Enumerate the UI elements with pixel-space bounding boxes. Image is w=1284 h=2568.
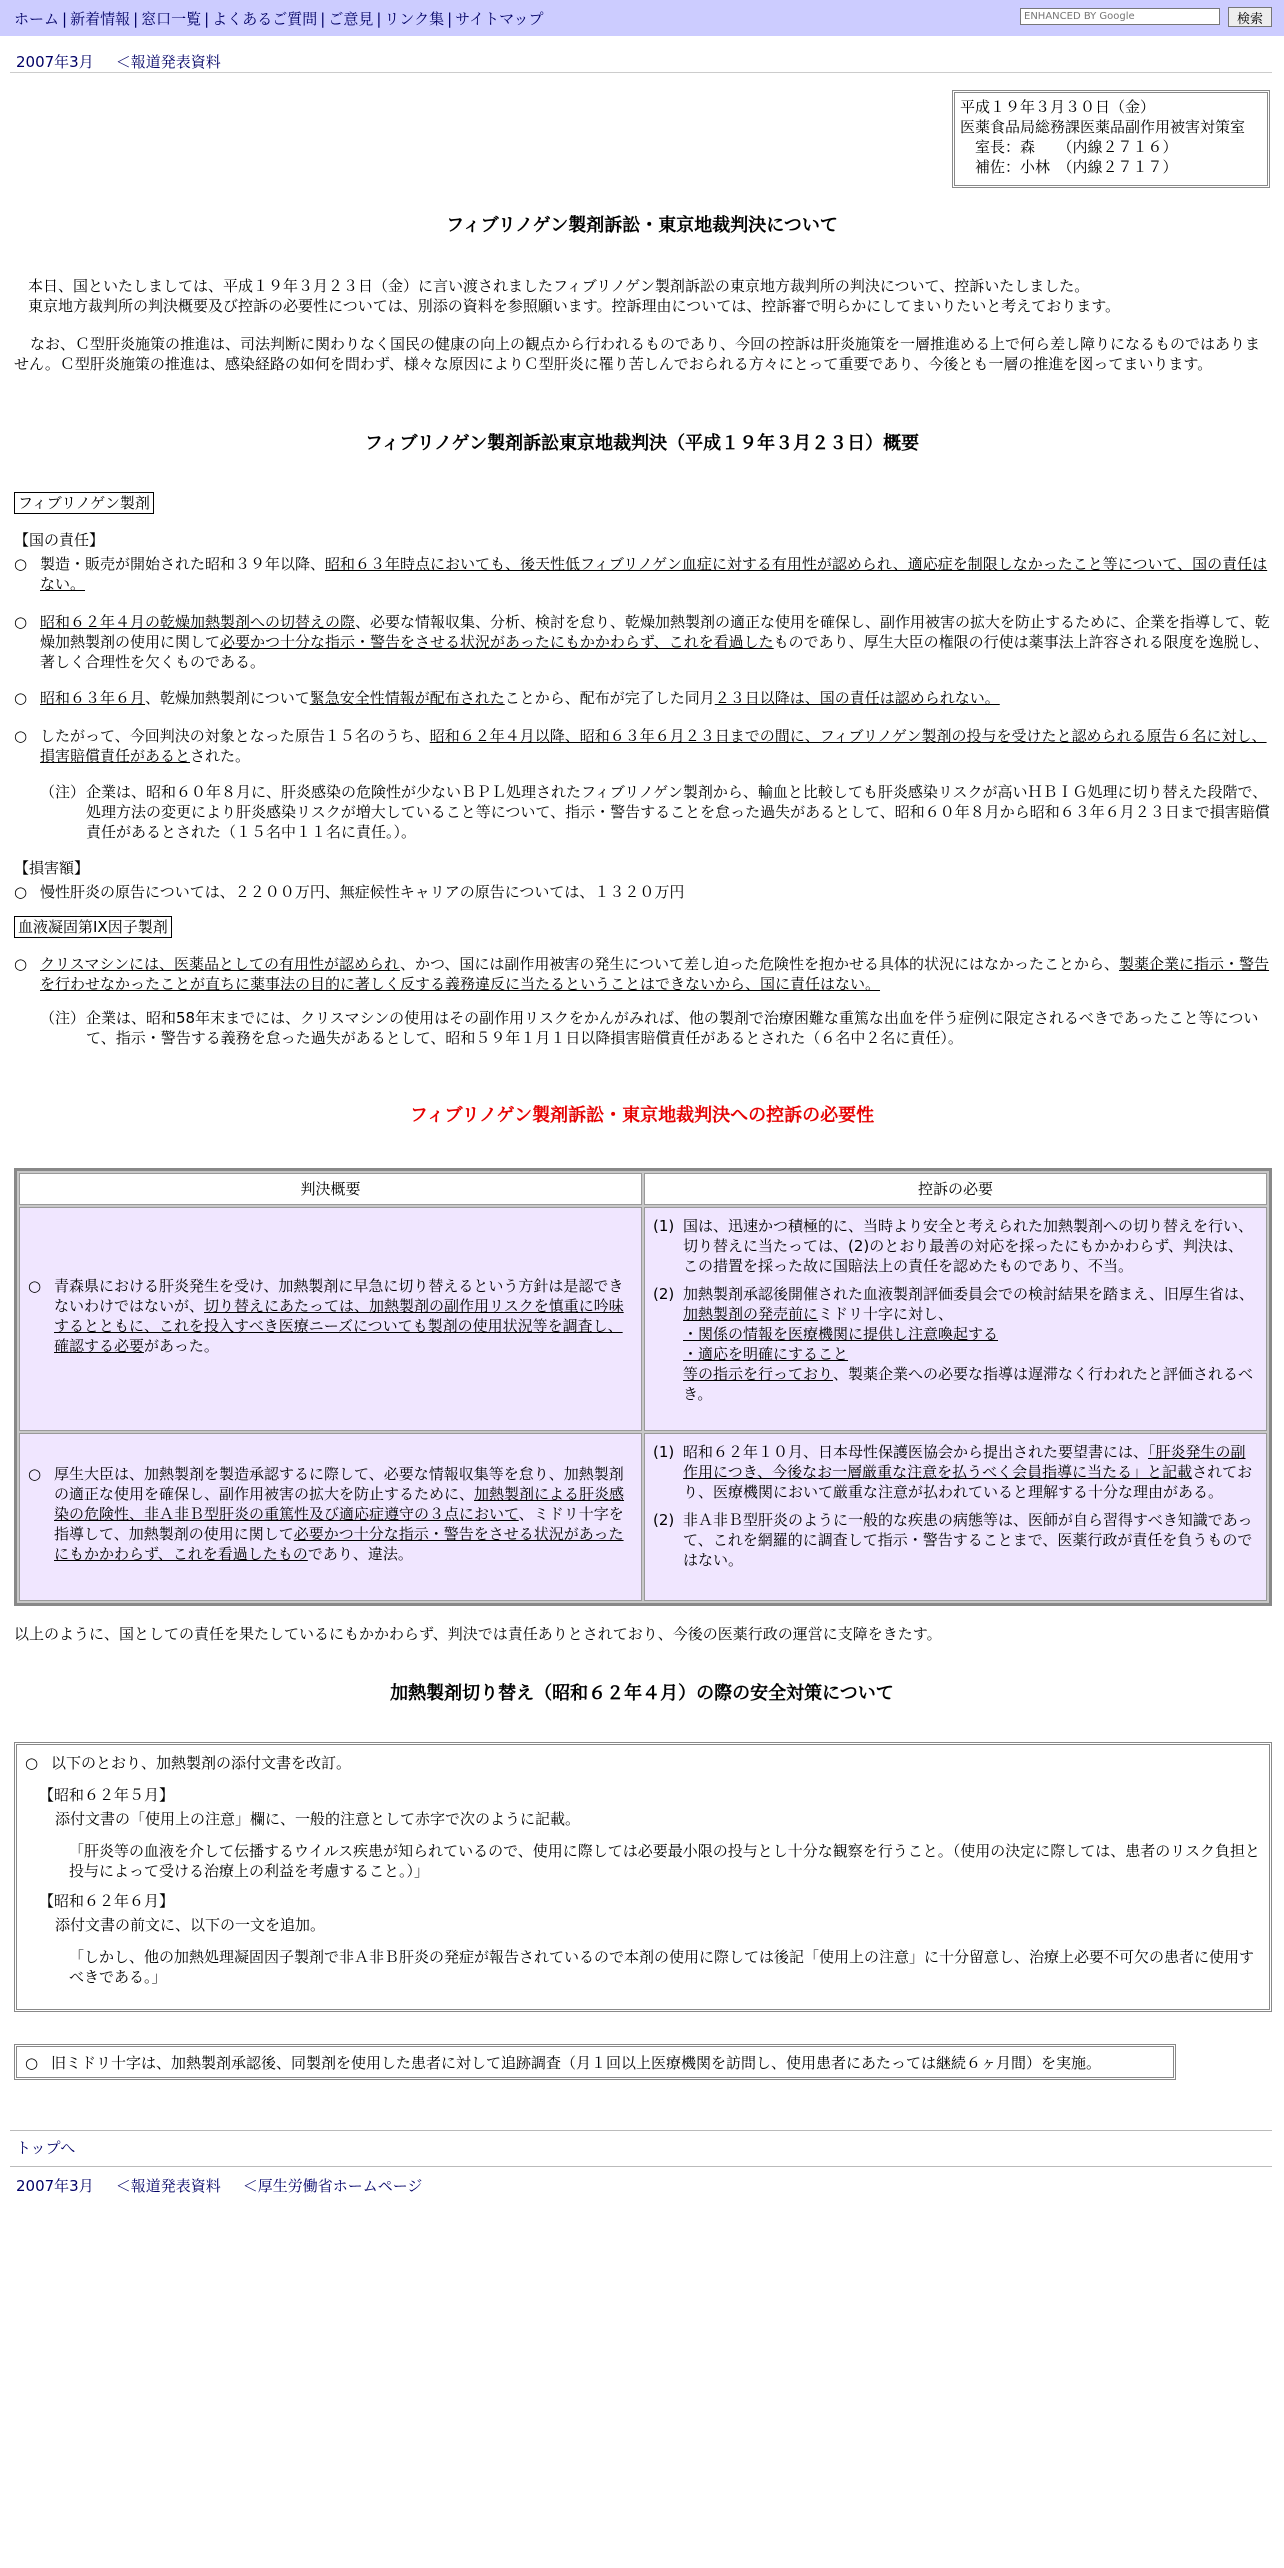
bullet-icon: ○ (14, 555, 28, 573)
text: ミドリ十字に対し、 (818, 1305, 954, 1323)
safety-may-heading: 【昭和６２年５月】 (39, 1786, 175, 1804)
fibrinogen-label (14, 492, 1270, 514)
text: 、かつ、国には副作用被害の発生について差し迫った危険性を抱かせる具体的状況にはなかったことから、 (399, 955, 1120, 973)
intro-note (14, 334, 1270, 374)
list-item (14, 554, 1270, 594)
note-text: 企業は、昭和６０年８月に、肝炎感染の危険性が少ないＢＰＬ処理されたフィブリノゲン製剤から、輸血と比較しても肝炎感染リスクが高いＨＢＩＧ処理に切り替えた段階で、処理方法の変更により肝炎感染リスクが増大していること等について、指示・警告することを怠った過失があるとして、昭和６０年８月から昭和６３年６月２３日まで損害賠償責任があるとされた（１５名中１１名に責任。）。 (86, 783, 1270, 841)
table-row (19, 1207, 1267, 1431)
text: 以下のとおり、加熱製剤の添付文書を改訂。 (51, 1754, 352, 1772)
column-header: 控訴の必要 (644, 1173, 1267, 1205)
section-title-summary: フィブリノゲン製剤訴訟東京地裁判決（平成１９年３月２３日）概要 (364, 433, 920, 454)
text: 昭和６２年１０月、日本母性保護医協会から提出された要望書には、 (683, 1443, 1149, 1461)
bullet-icon: ○ (28, 1277, 42, 1295)
list-item (14, 882, 1270, 902)
list-item (14, 612, 1270, 672)
note-label: （注） (40, 1009, 86, 1027)
item-number: (1) (653, 1217, 675, 1235)
numbered-item (653, 1510, 1258, 1570)
bullet-icon: ○ (14, 613, 28, 631)
text: された。 (190, 747, 251, 765)
list-item (28, 1464, 633, 1564)
contact-chief: 室長：森 （内線２７１６） (960, 138, 1178, 156)
divider (10, 72, 1272, 73)
appeal-table (14, 1168, 1272, 1606)
list-item (25, 2053, 1165, 2073)
column-header: 判決概要 (19, 1173, 642, 1205)
conclusion-text: 以上のように、国としての責任を果たしているにもかかわらず、判決では責任ありとされており、今後の医薬行政の運営に支障をきたす。 (14, 1625, 942, 1643)
text: 青森県における肝炎発生を受け、加熱製剤に早急に切り替えるという方針は是認できないわけではないが、 (54, 1277, 624, 1315)
top-navigation-bar (0, 0, 1284, 36)
bullet-icon: ○ (25, 1754, 39, 1772)
underlined-text: 加熱製剤による肝炎感染の危険性、非Ａ非Ｂ型肝炎の重篤性及び適応症遵守の３点において (54, 1485, 625, 1523)
underlined-text: 「肝炎発生の副作用につき、今後なお一層厳重な注意を払うべく会員指導に当たる」と記載 (683, 1443, 1246, 1481)
search-input[interactable] (1020, 8, 1220, 25)
nav-separator: | (62, 10, 68, 28)
underlined-text: 製薬企業に指示・警告を行わせなかったことが直ちに薬事法の目的に著しく反する義務違反に当たるということはできないから、国に責任はない。 (40, 955, 1270, 993)
safety-may-text: 添付文書の「使用上の注意」欄に、一般的注意として赤字で次のように記載。 (55, 1810, 581, 1828)
numbered-item (653, 1284, 1258, 1404)
numbered-item (653, 1442, 1258, 1502)
numbered-item (653, 1216, 1258, 1276)
text: 加熱製剤承認後開催された血液製剤評価委員会での検討結果を踏まえ、旧厚生省は、 (683, 1285, 1254, 1303)
footer-breadcrumb (16, 2176, 422, 2196)
item-number: (1) (653, 1443, 675, 1461)
list-item (14, 954, 1270, 994)
item-number: (2) (653, 1285, 675, 1303)
table-cell (19, 1207, 642, 1431)
underlined-text: ２３日以降は、国の責任は認められない。 (714, 689, 1000, 707)
text: されており、医療機関において厳重な注意が払われていると理解する十分な理由がある。 (683, 1463, 1253, 1501)
survey-box (14, 2044, 1176, 2080)
nav-home-link[interactable]: ホーム (14, 10, 60, 28)
text: ものであり、厚生大臣の権限の行使は薬事法上許容される限度を逸脱し、著しく合理性を欠くものである。 (40, 633, 1269, 671)
bullet-icon: ○ (14, 689, 28, 707)
section-title-appeal: フィブリノゲン製剤訴訟・東京地裁判決への控訴の必要性 (409, 1105, 875, 1126)
nav-contacts-link[interactable]: 窓口一覧 (141, 10, 202, 28)
underlined-text: 昭和６２年４月の乾燥加熱製剤への切替えの際 (40, 613, 356, 631)
intro-line-1: 本日、国といたしましては、平成１９年３月２３日（金）に言い渡されましたフィブリノゲン製剤訴訟の東京地方裁判所の判決について、控訴いたしました。 (28, 277, 1090, 295)
underlined-text: ・関係の情報を医療機関に提供し注意喚起する (683, 1325, 999, 1343)
underlined-text: クリスマシンには、医薬品としての有用性が認められ (40, 955, 400, 973)
underlined-text: 昭和６２年４月以降、昭和６３年６月２３日までの間に、フィブリノゲン製剤の投与を受けたと認められる原告６名に対し、損害賠償責任があると (40, 727, 1267, 765)
text: 、製薬企業への必要な指導は遅滞なく行われたと評価されるべき。 (683, 1365, 1254, 1403)
section-title-safety: 加熱製剤切り替え（昭和６２年４月）の際の安全対策について (390, 1683, 894, 1704)
safety-june-quote: 「しかし、他の加熱処理凝固因子製剤で非Ａ非Ｂ肝炎の発症が報告されているので本剤の使用に際しては後記「使用上の注意」に十分留意し、治療上必要不可欠の患者に使用すべきである。」 (69, 1948, 1255, 1986)
global-nav (14, 9, 544, 29)
gov-responsibility-heading: 【国の責任】 (14, 531, 105, 549)
underlined-text: 必要かつ十分な指示・警告をさせる状況があったにもかかわらず、これを看過したもの (54, 1525, 624, 1563)
safety-measures-box (14, 1742, 1272, 2012)
nav-news-link[interactable]: 新着情報 (70, 10, 131, 28)
safety-june-heading: 【昭和６２年６月】 (39, 1892, 175, 1910)
damages-heading: 【損害額】 (14, 859, 90, 877)
fibrinogen-box: フィブリノゲン製剤 (14, 492, 154, 514)
nav-faq-link[interactable]: よくあるご質問 (212, 10, 318, 28)
text: 非Ａ非Ｂ型肝炎のように一般的な疾患の病態等は、医師が自ら習得すべき知識であって、これを網羅的に調査して指示・警告することまで、医薬行政が責任を負うものではない。 (683, 1511, 1253, 1569)
intro-paragraph (28, 276, 1270, 316)
back-to-top-link[interactable]: トップへ (16, 2139, 76, 2157)
note-text: 企業は、昭和58年末までには、クリスマシンの使用はその副作用リスクをかんがみれば、他の製剤で治療困難な重篤な出血を伴う症例に限定されるべきであったこと等について、指示・警告する義務を怠った過失があるとして、昭和５９年１月１日以降損害賠償責任があるとされた（６名中２名に責任）。 (86, 1009, 1259, 1047)
nav-opinion-link[interactable]: ご意見 (328, 10, 374, 28)
underlined-text: ・適応を明確にすること (683, 1345, 849, 1363)
note (40, 782, 1270, 842)
table-cell (644, 1433, 1267, 1601)
text: 、必要な情報収集、分析、検討を怠り、乾燥加熱製剤の適正な使用を確保し、副作用被害の拡大を防止するために、企業を指導して、乾燥加熱製剤の使用に関して (40, 613, 1270, 651)
table-cell (19, 1433, 642, 1601)
breadcrumb-press-link[interactable]: ＜報道発表資料 (115, 53, 221, 71)
search-button[interactable]: 検索 (1228, 7, 1272, 27)
underlined-text: 緊急安全性情報が配布された (309, 689, 505, 707)
nav-separator: | (204, 10, 210, 28)
list-item (25, 1753, 1261, 1773)
footer-date-link[interactable]: 2007年3月 (16, 2177, 94, 2195)
list-item (28, 1276, 633, 1356)
bullet-icon: ○ (14, 955, 28, 973)
table-header-row (19, 1173, 1267, 1205)
intro-note-text: なお、Ｃ型肝炎施策の推進は、司法判断に関わりなく国民の健康の向上の観点から行われるものであり、今回の控訴は肝炎施策を一層推進める上で何ら差し障りになるものではありません。Ｃ型肝炎施策の推進は、感染経路の如何を問わず、様々な原因によりＣ型肝炎に罹り苦しんでおられる方々にとって重要であり、今後とも一層の推進を図ってまいります。 (14, 335, 1261, 373)
bullet-icon: ○ (14, 727, 28, 745)
divider (10, 2130, 1272, 2131)
note-label: （注） (40, 783, 86, 801)
contact-deputy: 補佐：小林 （内線２７１７） (960, 158, 1178, 176)
page-title: フィブリノゲン製剤訴訟・東京地裁判決について (446, 215, 838, 236)
intro-line-2: 東京地方裁判所の判決概要及び控訴の必要性については、別添の資料を参照願います。控訴理由については、控訴審で明らかにしてまいりたいと考えております。 (28, 297, 1121, 315)
factor-ix-box: 血液凝固第IX因子製剤 (14, 916, 172, 938)
nav-separator: | (447, 10, 453, 28)
text: したがって、今回判決の対象となった原告１５名のうち、 (40, 727, 430, 745)
factor-ix-label (14, 916, 1270, 938)
text: 慢性肝炎の原告については、２２００万円、無症候性キャリアの原告については、１３２０万円 (40, 883, 685, 901)
text: 国は、迅速かつ積極的に、当時より安全と考えられた加熱製剤への切り替えを行い、切り替えに当たっては、(2)のとおり最善の対応を採ったにもかかわらず、判決は、この措置を採った故に国賠法上の責任を認めたものであり、不当。 (683, 1217, 1254, 1275)
contact-date: 平成１９年３月３０日（金） (960, 98, 1156, 116)
bullet-icon: ○ (25, 2054, 39, 2072)
item-number: (2) (653, 1511, 675, 1529)
divider (10, 2166, 1272, 2167)
bullet-icon: ○ (28, 1465, 42, 1483)
breadcrumb (16, 52, 221, 72)
table-cell (644, 1207, 1267, 1431)
footer-press-link[interactable]: ＜報道発表資料 (115, 2177, 221, 2195)
nav-separator: | (133, 10, 139, 28)
text: ことから、配布が完了した同月 (504, 689, 715, 707)
text: 旧ミドリ十字は、加熱製剤承認後、同製剤を使用した患者に対して追跡調査（月１回以上医療機関を訪問し、使用患者にあたっては継続６ヶ月間）を実施。 (51, 2054, 1102, 2072)
underlined-text: 昭和６３年時点においても、後天性低フィブリノゲン血症に対する有用性が認められ、適応症を制限しなかったこと等について、国の責任はない。 (40, 555, 1268, 593)
bullet-icon: ○ (14, 883, 28, 901)
contact-box (952, 90, 1270, 188)
table-row (19, 1433, 1267, 1601)
text: があった。 (144, 1337, 219, 1355)
note (40, 1008, 1270, 1048)
safety-june-text: 添付文書の前文に、以下の一文を追加。 (55, 1916, 326, 1934)
text: 厚生大臣は、加熱製剤を製造承認するに際して、必要な情報収集等を怠り、加熱製剤の適正な使用を確保し、副作用被害の拡大を防止するために、 (54, 1465, 624, 1503)
nav-links-link[interactable]: リンク集 (384, 10, 445, 28)
safety-may-quote: 「肝炎等の血液を介して伝播するウイルス疾患が知られているので、使用に際しては必要最小限の投与とし十分な観察を行うこと。（使用の決定に際しては、患者のリスク負担と投与によって受ける治療上の利益を考慮すること。）」 (69, 1842, 1261, 1880)
underlined-text: 昭和６３年６月 (40, 689, 146, 707)
text: 、乾燥加熱製剤について (145, 689, 310, 707)
breadcrumb-date-link[interactable]: 2007年3月 (16, 53, 94, 71)
underlined-text: 切り替えにあたっては、加熱製剤の副作用リスクを慎重に吟味するとともに、これを投入すべき医療ニーズについても製剤の使用状況等を調査し、確認する必要 (54, 1297, 624, 1355)
contact-office: 医薬食品局総務課医薬品副作用被害対策室 (960, 118, 1246, 136)
list-item (14, 726, 1270, 766)
text: 製造・販売が開始された昭和３９年以降、 (40, 555, 326, 573)
text: 、ミドリ十字を指導して、加熱製剤の使用に関して (54, 1505, 624, 1543)
nav-separator: | (320, 10, 326, 28)
nav-separator: | (376, 10, 382, 28)
footer-mhlw-link[interactable]: ＜厚生労働省ホームページ (242, 2177, 423, 2195)
underlined-text: 等の指示を行っており (683, 1365, 834, 1383)
nav-sitemap-link[interactable]: サイトマップ (455, 10, 544, 28)
underlined-text: 加熱製剤の発売前に (683, 1305, 819, 1323)
list-item (14, 688, 1270, 708)
text: であり、違法。 (307, 1545, 413, 1563)
underlined-text: 必要かつ十分な指示・警告をさせる状況があったにもかかわらず、これを看過した (220, 633, 774, 651)
